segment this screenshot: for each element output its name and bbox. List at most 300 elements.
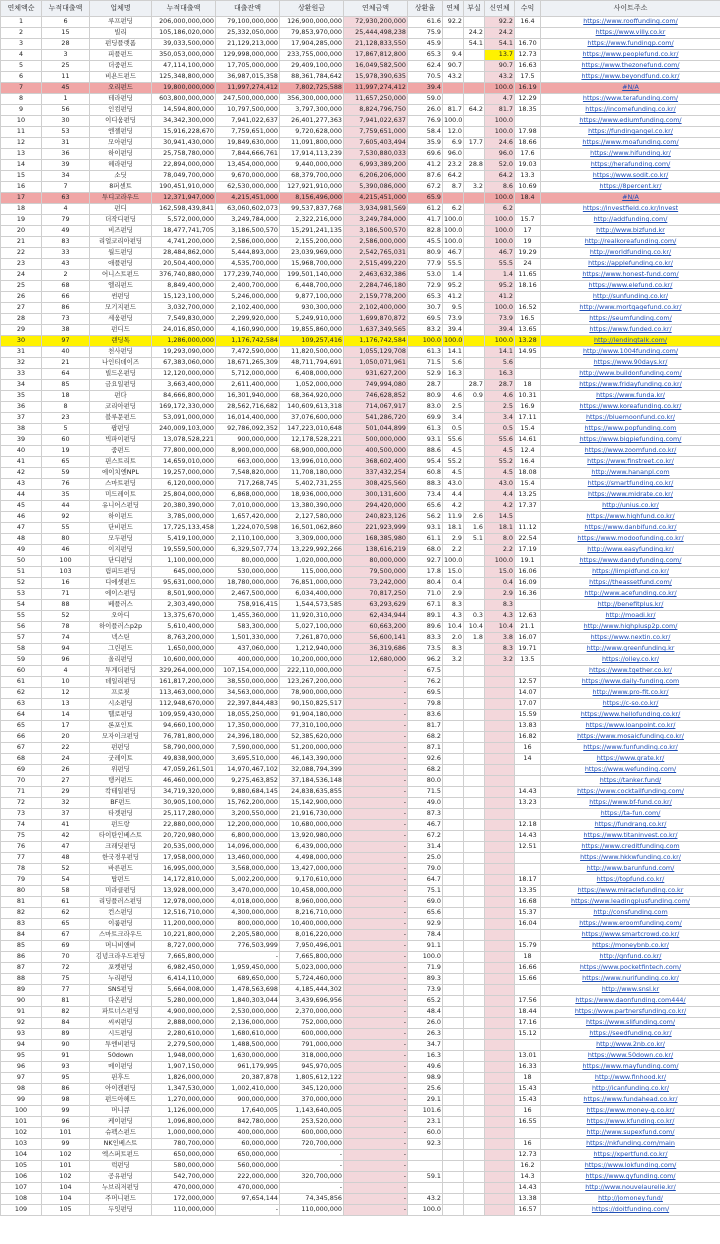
site-url-cell[interactable]: https://bluemoonfund.co.kr/ [541,413,720,424]
site-url-cell[interactable]: http://consfunding.com [541,908,720,919]
company-cell: 빌리 [90,28,152,39]
overdue-amount-cell: - [344,1139,408,1150]
site-url-cell[interactable]: https://www.koreafunding.co.kr/ [541,402,720,413]
site-url-cell[interactable]: https://doitfunding.com/ [541,1205,720,1216]
rank-cell: 89 [1,985,42,996]
total-loan-cell: 7,549,830,000 [152,314,216,325]
company-cell: 림피드펀딩 [90,567,152,578]
return-cell: 13.25 [515,490,541,501]
site-url-cell[interactable]: https://www.modoofunding.co.kr/ [541,534,720,545]
default-rate-cell [464,710,485,721]
balance-cell: 5,444,893,000 [216,248,280,259]
site-url-cell[interactable]: https://www.fridayfunding.co.kr/ [541,380,720,391]
overdue-amount-cell: 11,997,274,412 [344,83,408,94]
rank-cell: 27 [1,303,42,314]
repay-rate-cell: 26.0 [408,105,443,116]
site-url-cell[interactable]: http://www.bizfund.kr [541,226,720,237]
overdue-amount-cell: 36,319,686 [344,644,408,655]
overdue-amount-cell: 2,586,000,000 [344,237,408,248]
return-cell: 18 [515,952,541,963]
site-url-cell[interactable]: https://www.daonfunding.com444/ [541,996,720,1007]
company-cell: 유니어스펀딩 [90,501,152,512]
company-cell: 모아펀딩 [90,138,152,149]
site-url-cell[interactable]: http://worldfunding.co.kr/ [541,248,720,259]
cumulative-rank-cell: 38 [42,325,90,336]
default-rate-cell [464,1040,485,1051]
site-url-cell[interactable]: https://www.lokfunding.com/ [541,1161,720,1172]
site-url-cell[interactable]: http://sunfunding.co.kr/ [541,292,720,303]
overdue-amount-cell: - [344,732,408,743]
site-url-cell[interactable]: http://jomoney.fund/ [541,1194,720,1205]
header-cell[interactable]: 상환원금 [280,1,344,17]
return-cell: 12.29 [515,94,541,105]
site-url-cell[interactable]: http://lendingtalk.com/ [541,336,720,347]
site-url-cell[interactable]: http://www.acefunding.co.kr/ [541,589,720,600]
overdue-amount-cell: 294,420,000 [344,501,408,512]
site-url-cell[interactable]: https://www.peoplefund.co.kr/ [541,50,720,61]
site-url-cell[interactable]: https://www.beyondfund.co.kr/ [541,72,720,83]
repaid-cell: 7,802,725,588 [280,83,344,94]
site-url-cell[interactable]: http://www.nouvelaurelie.kr/ [541,1183,720,1194]
new-overdue-cell [485,710,515,721]
header-cell[interactable]: 사이트주소 [541,1,720,17]
site-url-cell[interactable]: https://moneybnb.co.kr/ [541,941,720,952]
rank-cell: 98 [1,1084,42,1095]
company-cell: 천사펀딩 [90,347,152,358]
site-url-cell[interactable]: http://www.1004funding.com/ [541,347,720,358]
site-url-cell[interactable]: https://www.smartcrowd.co.kr/ [541,930,720,941]
site-url-cell[interactable]: https://www.tgether.co.kr/ [541,666,720,677]
repaid-cell: 46,143,390,000 [280,754,344,765]
overdue-rate-cell: 96.0 [443,149,464,160]
site-url-cell[interactable]: https://applefunding.co.kr/ [541,259,720,270]
table-row [1,1128,720,1139]
site-url-cell[interactable]: https://www.finstreet.co.kr/ [541,457,720,468]
site-url-cell[interactable]: https://www.slifunding.com/ [541,1018,720,1029]
site-url-cell[interactable]: https://nkfunding.com/main [541,1139,720,1150]
site-url-cell[interactable]: https://fundrang.co.kr/ [541,820,720,831]
repay-rate-cell: 72.9 [408,281,443,292]
site-url-cell[interactable]: https://limpidfund.co.kr/ [541,567,720,578]
header-cell[interactable]: 상환율 [408,1,443,17]
site-url-cell[interactable]: https://www.hellofunding.co.kr/ [541,710,720,721]
rank-cell: 81 [1,897,42,908]
site-url-cell[interactable]: http://realkoreafunding.com/ [541,237,720,248]
site-url-cell[interactable]: https://www.fundingp.com/ [541,39,720,50]
site-url-cell[interactable]: #N/A [541,83,720,94]
rank-cell: 53 [1,589,42,600]
total-loan-cell: 20,504,400,000 [152,259,216,270]
site-url-cell[interactable]: https://www.bigpiefunding.com/ [541,435,720,446]
rank-cell: 87 [1,963,42,974]
repaid-cell: 11,708,180,000 [280,468,344,479]
balance-cell: 22,397,844,483 [216,699,280,710]
overdue-amount-cell: - [344,996,408,1007]
balance-cell: 1,657,420,000 [216,512,280,523]
company-cell: 굿레이트 [90,754,152,765]
overdue-amount-cell: 714,067,917 [344,402,408,413]
total-loan-cell: 5,664,008,000 [152,985,216,996]
overdue-amount-cell: 7,759,651,000 [344,127,408,138]
site-url-cell[interactable]: http://www.hananpl.com [541,468,720,479]
site-url-cell[interactable]: http://icanfunding.co.kr/ [541,1084,720,1095]
site-url-cell[interactable]: https://www.gyfunding.com/ [541,1172,720,1183]
table-row [1,919,720,930]
new-overdue-cell [485,677,515,688]
repay-rate-cell: 101.6 [408,1106,443,1117]
site-url-cell[interactable]: https://www.bf-fund.co.kr/ [541,798,720,809]
balance-cell: 60,000,000 [216,1139,280,1150]
overdue-rate-cell: 100.0 [443,556,464,567]
site-url-cell[interactable]: https://www.terafunding.com/ [541,94,720,105]
balance-cell: 2,102,400,000 [216,303,280,314]
site-url-cell[interactable]: https://www.mayfunding.com/ [541,1062,720,1073]
rank-cell: 17 [1,193,42,204]
new-overdue-cell [485,1150,515,1161]
site-url-cell[interactable]: http://gnfund.co.kr/ [541,952,720,963]
overdue-amount-cell: - [344,754,408,765]
header-cell[interactable]: 연체 [443,1,464,17]
new-overdue-cell: 73.9 [485,314,515,325]
overdue-amount-cell: 4,215,451,000 [344,193,408,204]
site-url-cell[interactable]: https://seumfunding.com/ [541,314,720,325]
site-url-cell[interactable]: https://www.hifunding.kr/ [541,149,720,160]
default-rate-cell [464,226,485,237]
overdue-amount-cell: - [344,897,408,908]
site-url-cell[interactable]: https://www.nurifunding.co.kr/ [541,974,720,985]
site-url-cell[interactable]: https://www.highfund.co.kr/ [541,512,720,523]
header-cell[interactable]: 부실 [464,1,485,17]
cumulative-rank-cell: 104 [42,1194,90,1205]
total-loan-cell: 650,000,000 [152,1150,216,1161]
rank-cell: 51 [1,567,42,578]
total-loan-cell: 6,982,450,000 [152,963,216,974]
table-row [1,303,720,314]
site-url-cell[interactable]: https://www.cocktailfunding.com/ [541,787,720,798]
repaid-cell: 68,364,920,000 [280,391,344,402]
company-cell: 8퍼센트 [90,182,152,193]
cumulative-rank-cell: 27 [42,776,90,787]
site-url-cell[interactable]: https://theassetfund.com/ [541,578,720,589]
cumulative-rank-cell: 12 [42,688,90,699]
overdue-rate-cell: 8.7 [443,182,464,193]
rank-cell: 41 [1,457,42,468]
site-url-cell[interactable]: https://www.funda.kr/ [541,391,720,402]
overdue-amount-cell: - [344,985,408,996]
overdue-rate-cell [443,1073,464,1084]
site-url-cell[interactable]: http://moadi.kr/ [541,611,720,622]
return-cell: 16.9 [515,402,541,413]
balance-cell: 24,396,180,000 [216,732,280,743]
balance-cell: 689,650,000 [216,974,280,985]
repay-rate-cell: 35.9 [408,138,443,149]
site-url-cell[interactable]: http://benefitplus.kr/ [541,600,720,611]
site-url-cell[interactable]: https://olley.co.kr/ [541,655,720,666]
cumulative-rank-cell: 52 [42,611,90,622]
overdue-amount-cell: 70,817,250 [344,589,408,600]
overdue-amount-cell: - [344,1062,408,1073]
site-url-cell[interactable]: https://smartfunding.co.kr/ [541,479,720,490]
table-row [1,732,720,743]
new-overdue-cell: 41.2 [485,292,515,303]
balance-cell: 13,460,000,000 [216,853,280,864]
overdue-amount-cell: - [344,1128,408,1139]
site-url-cell[interactable]: https://www.rooffunding.com/ [541,17,720,28]
balance-cell: 62,530,000,000 [216,182,280,193]
site-url-cell[interactable]: http://www.greenfunding.kr [541,644,720,655]
site-url-cell[interactable]: https://www.daily-funding.com [541,677,720,688]
new-overdue-cell: 4.5 [485,446,515,457]
header-cell[interactable]: 누적대출액 [152,1,216,17]
overdue-amount-cell: 15,978,390,635 [344,72,408,83]
overdue-amount-cell: 501,044,899 [344,424,408,435]
balance-cell: 97,654,144 [216,1194,280,1205]
site-url-cell[interactable]: http://www.pro-fit.co.kr/ [541,688,720,699]
repaid-cell: 8,156,496,000 [280,193,344,204]
overdue-rate-cell: 3.2 [443,655,464,666]
table-row [1,347,720,358]
site-url-cell[interactable]: https://www.fundahead.co.kr/ [541,1095,720,1106]
total-loan-cell: 58,790,000,000 [152,743,216,754]
header-cell[interactable]: 연체액순 [1,1,42,17]
company-cell: 데일리펀딩 [90,677,152,688]
site-url-cell[interactable]: https://www.ediumfunding.com/ [541,116,720,127]
default-rate-cell [464,1073,485,1084]
site-url-cell[interactable]: https://www.elefund.co.kr/ [541,281,720,292]
default-rate-cell [464,259,485,270]
default-rate-cell [464,369,485,380]
site-url-cell[interactable]: #N/A [541,193,720,204]
default-rate-cell: 3.2 [464,182,485,193]
header-cell[interactable]: 신연체 [485,1,515,17]
repaid-cell: 78,900,000,000 [280,688,344,699]
repaid-cell: 8,216,710,000 [280,908,344,919]
site-url-cell[interactable]: https://www.partnersfunding.co.kr/ [541,1007,720,1018]
repay-rate-cell: 82.8 [408,226,443,237]
site-url-cell[interactable]: https://www.funfunding.co.kr/ [541,743,720,754]
site-url-cell[interactable]: https://www.90days.kr/ [541,358,720,369]
site-url-cell[interactable]: https://www.eroomfunding.com/ [541,919,720,930]
company-cell: 펀디 [90,204,152,215]
site-url-cell[interactable]: https://8percent.kr/ [541,182,720,193]
company-cell: 탑펀드 [90,875,152,886]
repaid-cell: 600,000,000 [280,1128,344,1139]
balance-cell: 18,055,250,000 [216,710,280,721]
table-row [1,391,720,402]
site-url-cell[interactable]: https://www.50down.co.kr/ [541,1051,720,1062]
total-loan-cell: 1,000,000,000 [152,1128,216,1139]
cumulative-rank-cell: 44 [42,501,90,512]
rank-cell: 49 [1,545,42,556]
return-cell: 16 [515,1139,541,1150]
new-overdue-cell: 55.6 [485,435,515,446]
new-overdue-cell [485,721,515,732]
site-url-cell[interactable]: https://ta-fun.com/ [541,809,720,820]
total-loan-cell: 1,948,000,000 [152,1051,216,1062]
new-overdue-cell [485,1018,515,1029]
header-cell[interactable]: 업체명 [90,1,152,17]
repaid-cell: 5,249,910,000 [280,314,344,325]
balance-cell: 38,550,000,000 [216,677,280,688]
new-overdue-cell [485,765,515,776]
site-url-cell[interactable]: https://www.hkkwfunding.co.kr/ [541,853,720,864]
repay-rate-cell: 71.5 [408,787,443,798]
repaid-cell: 13,920,980,000 [280,831,344,842]
overdue-rate-cell: 55.5 [443,259,464,270]
site-url-cell[interactable]: https://fundingangel.co.kr/ [541,127,720,138]
site-url-cell[interactable]: https://www.thezonefund.com/ [541,61,720,72]
repay-rate-cell: 87.1 [408,743,443,754]
site-url-cell[interactable]: https://www.moafunding.com/ [541,138,720,149]
cumulative-rank-cell: 77 [42,985,90,996]
cumulative-rank-cell: 41 [42,820,90,831]
site-url-cell[interactable]: https://www.funded.co.kr/ [541,325,720,336]
site-url-cell[interactable]: https://www.grate.kr/ [541,754,720,765]
rank-cell: 86 [1,952,42,963]
default-rate-cell [464,61,485,72]
site-url-cell[interactable]: https://www.danbifund.co.kr/ [541,523,720,534]
cumulative-rank-cell: 65 [42,919,90,930]
new-overdue-cell: 46.7 [485,248,515,259]
overdue-rate-cell [443,952,464,963]
company-cell: 썬펀딩 [90,292,152,303]
repaid-cell: 140,609,613,318 [280,402,344,413]
repay-rate-cell: 71.5 [408,358,443,369]
balance-cell: 12,200,000,000 [216,820,280,831]
balance-cell: 14,970,467,102 [216,765,280,776]
repaid-cell: 345,120,000 [280,1084,344,1095]
repaid-cell: 10,400,000,000 [280,919,344,930]
balance-cell: 177,239,740,000 [216,270,280,281]
repaid-cell: 15,142,900,000 [280,798,344,809]
repay-rate-cell: 73.9 [408,985,443,996]
site-url-cell[interactable]: http://www.buildonfunding.com/ [541,369,720,380]
cumulative-rank-cell: 98 [42,1095,90,1106]
table-row [1,424,720,435]
default-rate-cell [464,204,485,215]
rank-cell: 62 [1,688,42,699]
site-url-cell[interactable]: https://topfund.co.kr/ [541,875,720,886]
site-url-cell[interactable]: https://incomefunding.co.kr/ [541,105,720,116]
repaid-cell: 68,900,000,000 [280,446,344,457]
total-loan-cell: 8,727,000,000 [152,941,216,952]
site-url-cell[interactable]: https://c-so.co.kr/ [541,699,720,710]
header-cell[interactable]: 대출잔액 [216,1,280,17]
repaid-cell: 13,380,390,000 [280,501,344,512]
repay-rate-cell: 73.4 [408,490,443,501]
site-url-cell[interactable]: http://www.mortgagefund.co.kr/ [541,303,720,314]
balance-cell: 900,000,000 [216,435,280,446]
balance-cell: 7,010,000,000 [216,501,280,512]
repaid-cell: 3,797,300,000 [280,105,344,116]
site-url-cell[interactable]: https://www.sodit.co.kr/ [541,171,720,182]
default-rate-cell [464,215,485,226]
repaid-cell: 7,261,870,000 [280,633,344,644]
return-cell: 13.28 [515,336,541,347]
company-cell: 아이캔펀딩 [90,1084,152,1095]
site-url-cell[interactable]: https://seedfunding.co.kr/ [541,1029,720,1040]
site-url-cell[interactable]: https://www.creditfunding.com [541,842,720,853]
new-overdue-cell: 43.2 [485,72,515,83]
site-url-cell[interactable]: https://www.villy.co.kr [541,28,720,39]
site-url-cell[interactable]: https://www.loanpoint.co.kr/ [541,721,720,732]
site-url-cell[interactable]: http://www.snsl.kr [541,985,720,996]
company-cell: 비즈펀딩 [90,226,152,237]
site-url-cell[interactable]: http://www.easyfunding.kr/ [541,545,720,556]
cumulative-rank-cell: 79 [42,215,90,226]
site-url-cell[interactable]: https://www.honest-fund.com/ [541,270,720,281]
site-url-cell[interactable]: https://www.wefunding.com/ [541,765,720,776]
return-cell: 16.57 [515,1205,541,1216]
site-url-cell[interactable]: https://www.zoomfund.co.kr/ [541,446,720,457]
default-rate-cell: 5.1 [464,534,485,545]
site-url-cell[interactable]: https://investfield.co.kr/invest [541,204,720,215]
site-url-cell[interactable]: https://www.mosaicfunding.co.kr/ [541,732,720,743]
site-url-cell[interactable]: http://www.2nb.co.kr/ [541,1040,720,1051]
rank-cell: 82 [1,908,42,919]
table-row [1,688,720,699]
new-overdue-cell: 4.3 [485,611,515,622]
site-url-cell[interactable]: http://www.finhood.kr/ [541,1073,720,1084]
site-url-cell[interactable]: http://www.highplusp2p.com/ [541,622,720,633]
default-rate-cell [464,1172,485,1183]
site-url-cell[interactable]: https://www.titaninvest.co.kr/ [541,831,720,842]
new-overdue-cell: 4.4 [485,490,515,501]
return-cell: 15.4 [515,479,541,490]
table-row [1,72,720,83]
rank-cell: 90 [1,996,42,1007]
site-url-cell[interactable]: https://www.kfunding.co.kr/ [541,1117,720,1128]
table-row [1,1161,720,1172]
header-cell[interactable]: 연체금액 [344,1,408,17]
site-url-cell[interactable]: https://tanker.fund/ [541,776,720,787]
rank-cell: 38 [1,424,42,435]
site-url-cell[interactable]: https://www.pocketfintech.com/ [541,963,720,974]
rank-cell: 34 [1,380,42,391]
total-loan-cell: 162,598,439,841 [152,204,216,215]
default-rate-cell [464,424,485,435]
balance-cell: 530,000,000 [216,567,280,578]
site-url-cell[interactable]: http://addfunding.com/ [541,215,720,226]
site-url-cell[interactable]: http://www.supexfund.com/ [541,1128,720,1139]
site-url-cell[interactable]: http://www.barunfund.com/ [541,864,720,875]
site-url-cell[interactable]: https://herafunding.com/ [541,160,720,171]
site-url-cell[interactable]: https://www.midrate.co.kr/ [541,490,720,501]
table-row [1,61,720,72]
total-loan-cell: 2,279,500,000 [152,1040,216,1051]
repay-rate-cell: 26.3 [408,1029,443,1040]
total-loan-cell: 169,172,330,000 [152,402,216,413]
header-cell[interactable]: 누적대출액 [42,1,90,17]
total-loan-cell: 20,380,390,000 [152,501,216,512]
site-url-cell[interactable]: https://www.leadingplusfunding.com/ [541,897,720,908]
company-cell: 타겟펀딩 [90,809,152,820]
site-url-cell[interactable]: https://xpertfund.co.kr/ [541,1150,720,1161]
site-url-cell[interactable]: https://www.dandyfunding.com/ [541,556,720,567]
new-overdue-cell [485,864,515,875]
site-url-cell[interactable]: https://www.money-q.co.kr/ [541,1106,720,1117]
header-cell[interactable]: 수익 [515,1,541,17]
default-rate-cell [464,413,485,424]
repaid-cell: 356,300,000,000 [280,94,344,105]
site-url-cell[interactable]: https://www.miraclefunding.co.kr [541,886,720,897]
return-cell: 16.66 [515,963,541,974]
default-rate-cell [464,1018,485,1029]
site-url-cell[interactable]: https://www.popfunding.com [541,424,720,435]
site-url-cell[interactable]: https://www.nextin.co.kr/ [541,633,720,644]
overdue-rate-cell [443,710,464,721]
site-url-cell[interactable]: http://unius.co.kr/ [541,501,720,512]
